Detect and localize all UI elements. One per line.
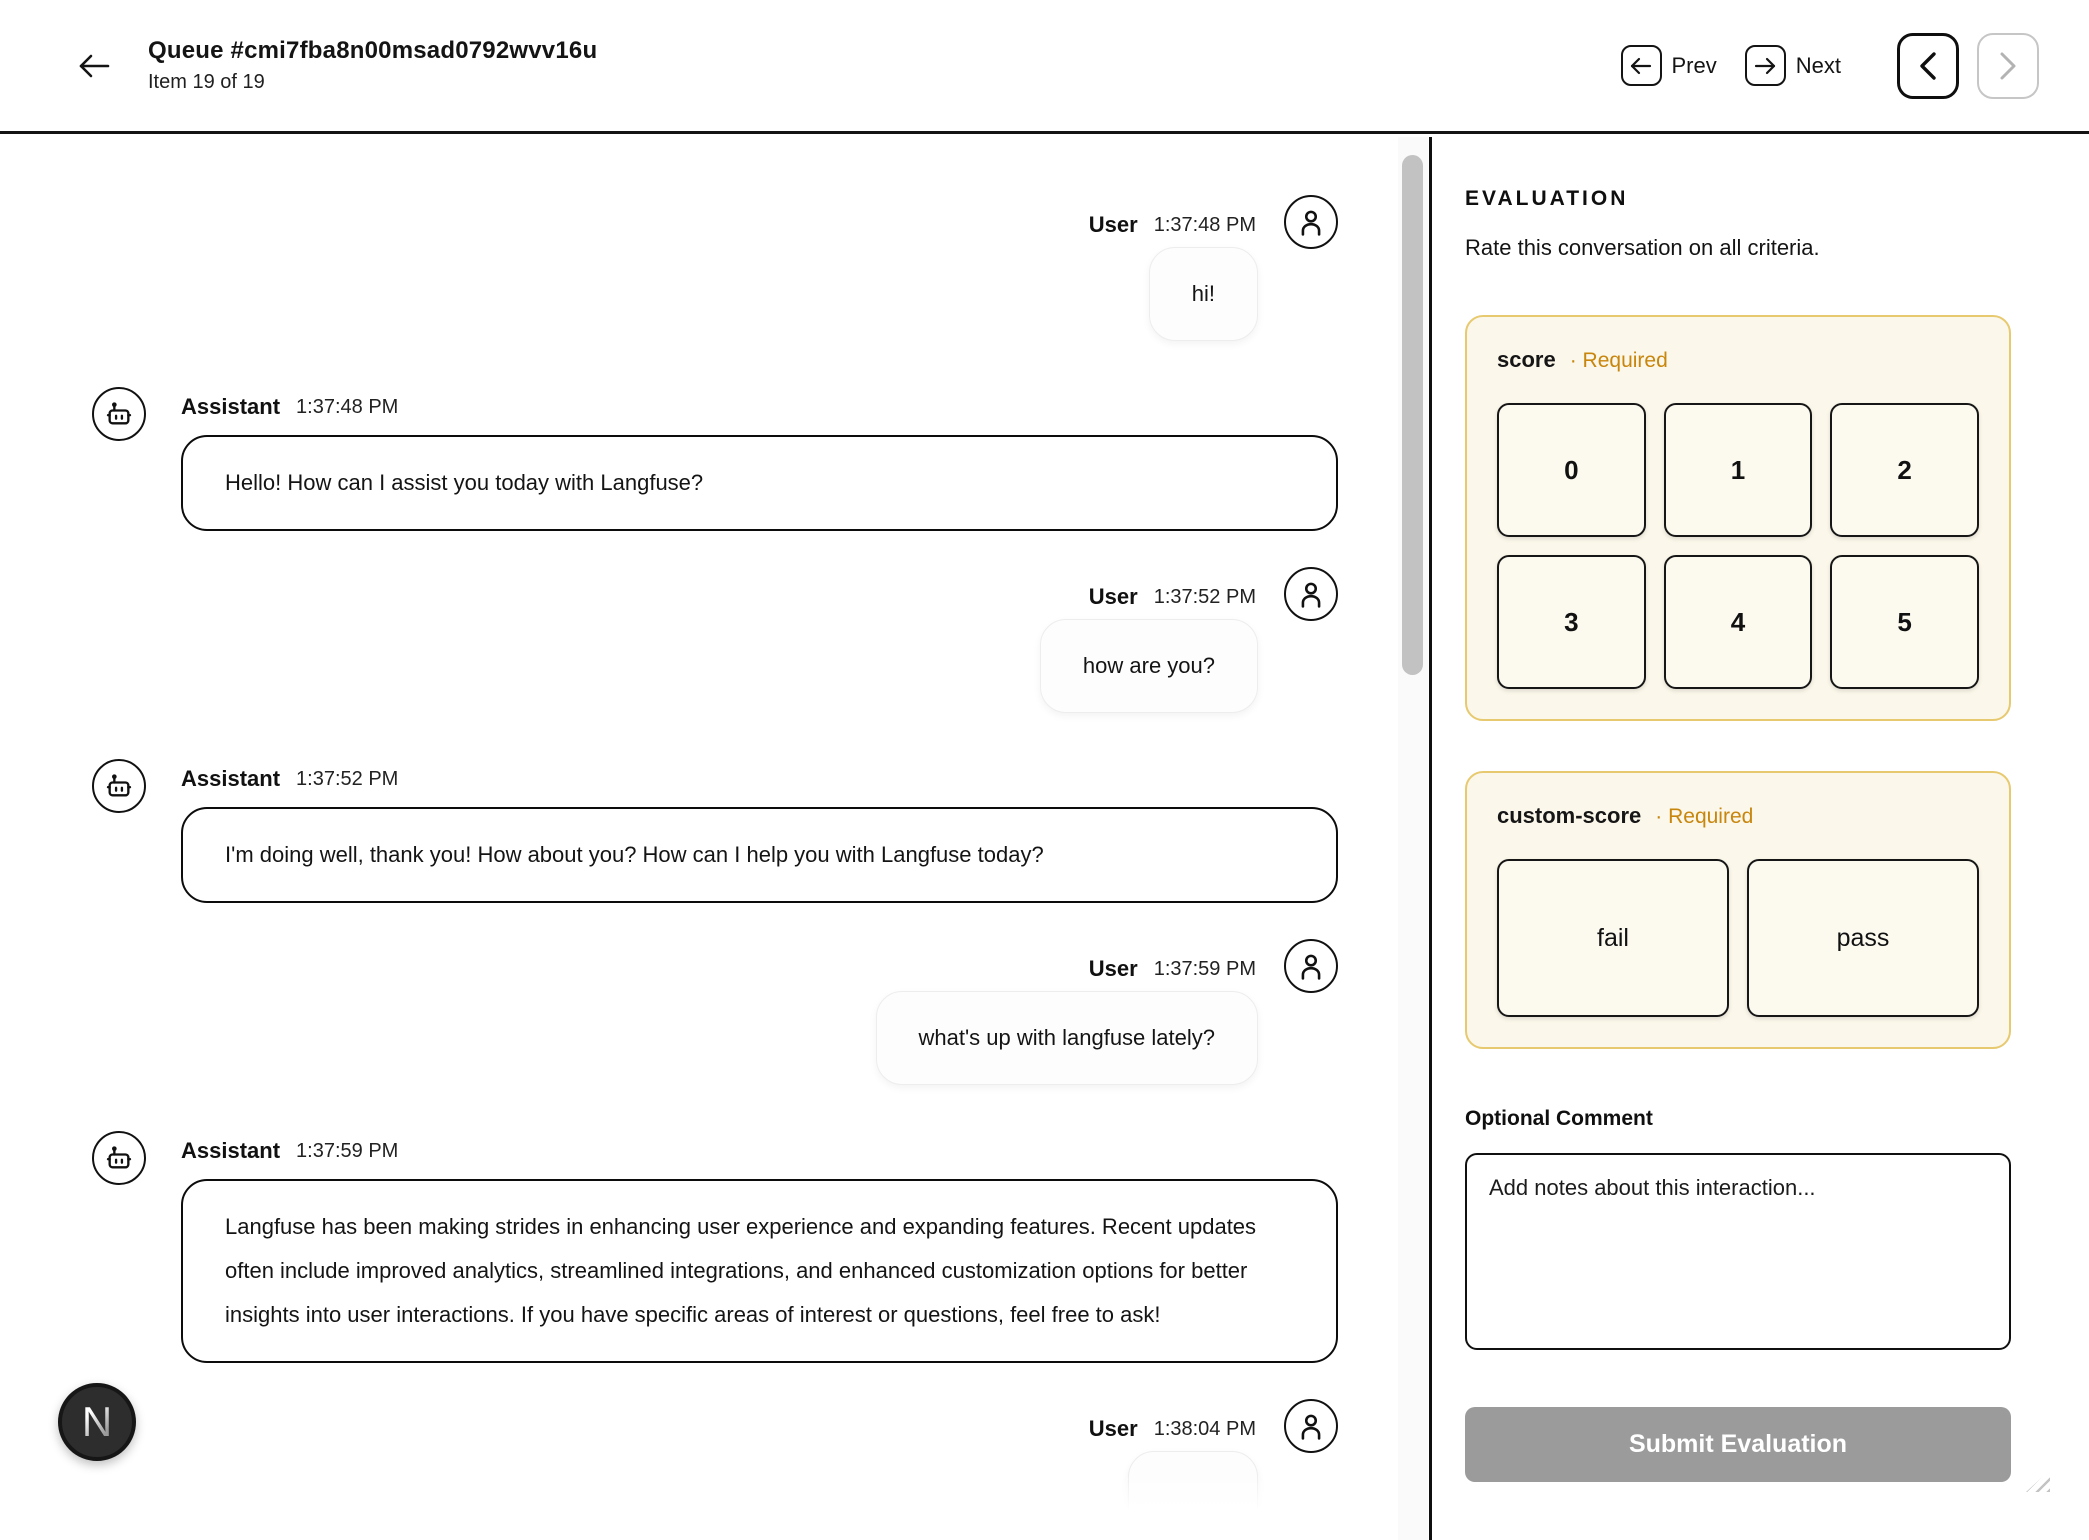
chat-message-user [92,955,1338,1085]
criteria-card-custom-score [1465,771,2011,1049]
user-avatar [1284,939,1338,993]
chat-scrollbar-thumb[interactable] [1402,155,1423,675]
nextjs-logo-icon: N [81,1398,113,1445]
message-timestamp: 1:37:52 PM [1153,585,1256,608]
criteria-options [1497,403,1979,689]
message-timestamp: 1:37:59 PM [296,1139,399,1162]
header [0,0,2089,134]
criteria-name: score [1497,347,1556,372]
comment-label: Optional Comment [1465,1107,1653,1130]
message-bubble: how are you? [1040,619,1258,713]
arrow-left-icon [1630,57,1652,75]
message-bubble: hi! [1149,247,1258,341]
evaluation-heading: EVALUATION [1465,187,1629,210]
arrow-left-icon [77,51,111,81]
person-icon [1298,208,1324,236]
option-score-2[interactable]: 2 [1830,403,1979,537]
bot-icon [105,400,133,428]
assistant-avatar [92,759,146,813]
chat-message-user [92,583,1338,713]
arrow-right-icon [1754,57,1776,75]
comment-textarea[interactable] [1465,1153,2011,1350]
message-timestamp: 1:37:48 PM [296,395,399,418]
bot-icon [105,772,133,800]
message-bubble: Hello! How can I assist you today with Langfuse? [181,435,1338,531]
required-badge: · Required [1655,805,1754,828]
person-icon [1298,580,1324,608]
criteria-container [1465,315,2011,1049]
evaluation-subheading: Rate this conversation on all criteria. [1465,235,1820,260]
expand-panel-button[interactable] [1977,33,2039,99]
bubble-row [92,1451,1338,1535]
message-list [0,137,1398,1540]
message-timestamp: 1:38:04 PM [1153,1417,1256,1440]
next-label: Next [1795,52,1841,78]
chat-message-assistant [92,1137,1338,1363]
option-custom-score-fail[interactable]: fail [1497,859,1729,1017]
person-icon [1298,1412,1324,1440]
message-role: Assistant [181,766,281,791]
submit-evaluation-button[interactable]: Submit Evaluation [1465,1407,2011,1482]
prev-control [1621,45,1717,86]
bubble-row [92,619,1338,713]
chat-message-user [92,1415,1338,1535]
message-bubble [1128,1451,1258,1535]
message-header [92,583,1338,611]
criteria-name: custom-score [1497,803,1642,828]
message-header [92,955,1338,983]
message-role: Assistant [181,394,281,419]
message-bubble: Langfuse has been making strides in enhancing user experience and expanding features. Recent updates often include improved analytics, streamlined integrations, and enhanced customization options for better insights into user interactions. If you have specific areas of interest or questions, feel free to ask! [181,1179,1338,1363]
message-role: User [1088,956,1138,981]
collapse-panel-button[interactable] [1897,33,1959,99]
title-block [148,37,597,94]
option-score-4[interactable]: 4 [1664,555,1813,689]
criteria-card-score [1465,315,2011,721]
message-header [92,1415,1338,1443]
option-score-3[interactable]: 3 [1497,555,1646,689]
criteria-header [1497,803,1979,829]
message-bubble: I'm doing well, thank you! How about you? How can I help you with Langfuse today? [181,807,1338,903]
message-timestamp: 1:37:48 PM [1153,213,1256,236]
message-bubble: what's up with langfuse lately? [876,991,1258,1085]
page-title: Queue #cmi7fba8n00msad0792wvv16u [148,37,598,64]
person-icon [1298,952,1324,980]
bubble-row [181,807,1338,903]
nextjs-dev-badge[interactable] [58,1383,136,1461]
assistant-avatar [92,1131,146,1185]
message-header [181,765,1338,793]
message-role: User [1088,1416,1138,1441]
option-custom-score-pass[interactable]: pass [1747,859,1979,1017]
message-role: User [1088,212,1138,237]
option-score-1[interactable]: 1 [1664,403,1813,537]
user-avatar [1284,567,1338,621]
next-button[interactable] [1745,45,1786,86]
bot-icon [105,1144,133,1172]
assistant-avatar [92,387,146,441]
user-avatar [1284,1399,1338,1453]
header-controls [1621,33,2040,99]
chat-message-assistant [92,765,1338,903]
item-counter: Item 19 of 19 [148,71,265,93]
conversation-panel [0,137,1398,1540]
next-control [1745,45,1841,86]
criteria-header [1497,347,1979,373]
bubble-row [92,991,1338,1085]
bubble-row [92,247,1338,341]
chat-message-assistant [92,393,1338,531]
message-timestamp: 1:37:52 PM [296,767,399,790]
chevron-left-icon [1918,51,1938,81]
chat-message-user [92,211,1338,341]
evaluation-panel [1432,137,2089,1540]
message-header [181,1137,1338,1165]
bubble-row [181,435,1338,531]
prev-button[interactable] [1621,45,1662,86]
back-button[interactable] [72,44,116,88]
required-badge: · Required [1569,349,1668,372]
message-role: User [1088,584,1138,609]
criteria-options [1497,859,1979,1017]
chat-scrollbar-track[interactable] [1398,137,1428,1540]
message-role: Assistant [181,1138,281,1163]
message-timestamp: 1:37:59 PM [1153,957,1256,980]
message-header [92,211,1338,239]
message-header [181,393,1338,421]
option-score-5[interactable]: 5 [1830,555,1979,689]
user-avatar [1284,195,1338,249]
bubble-row [181,1179,1338,1363]
option-score-0[interactable]: 0 [1497,403,1646,537]
prev-label: Prev [1671,52,1717,78]
chevron-right-icon [1998,51,2018,81]
